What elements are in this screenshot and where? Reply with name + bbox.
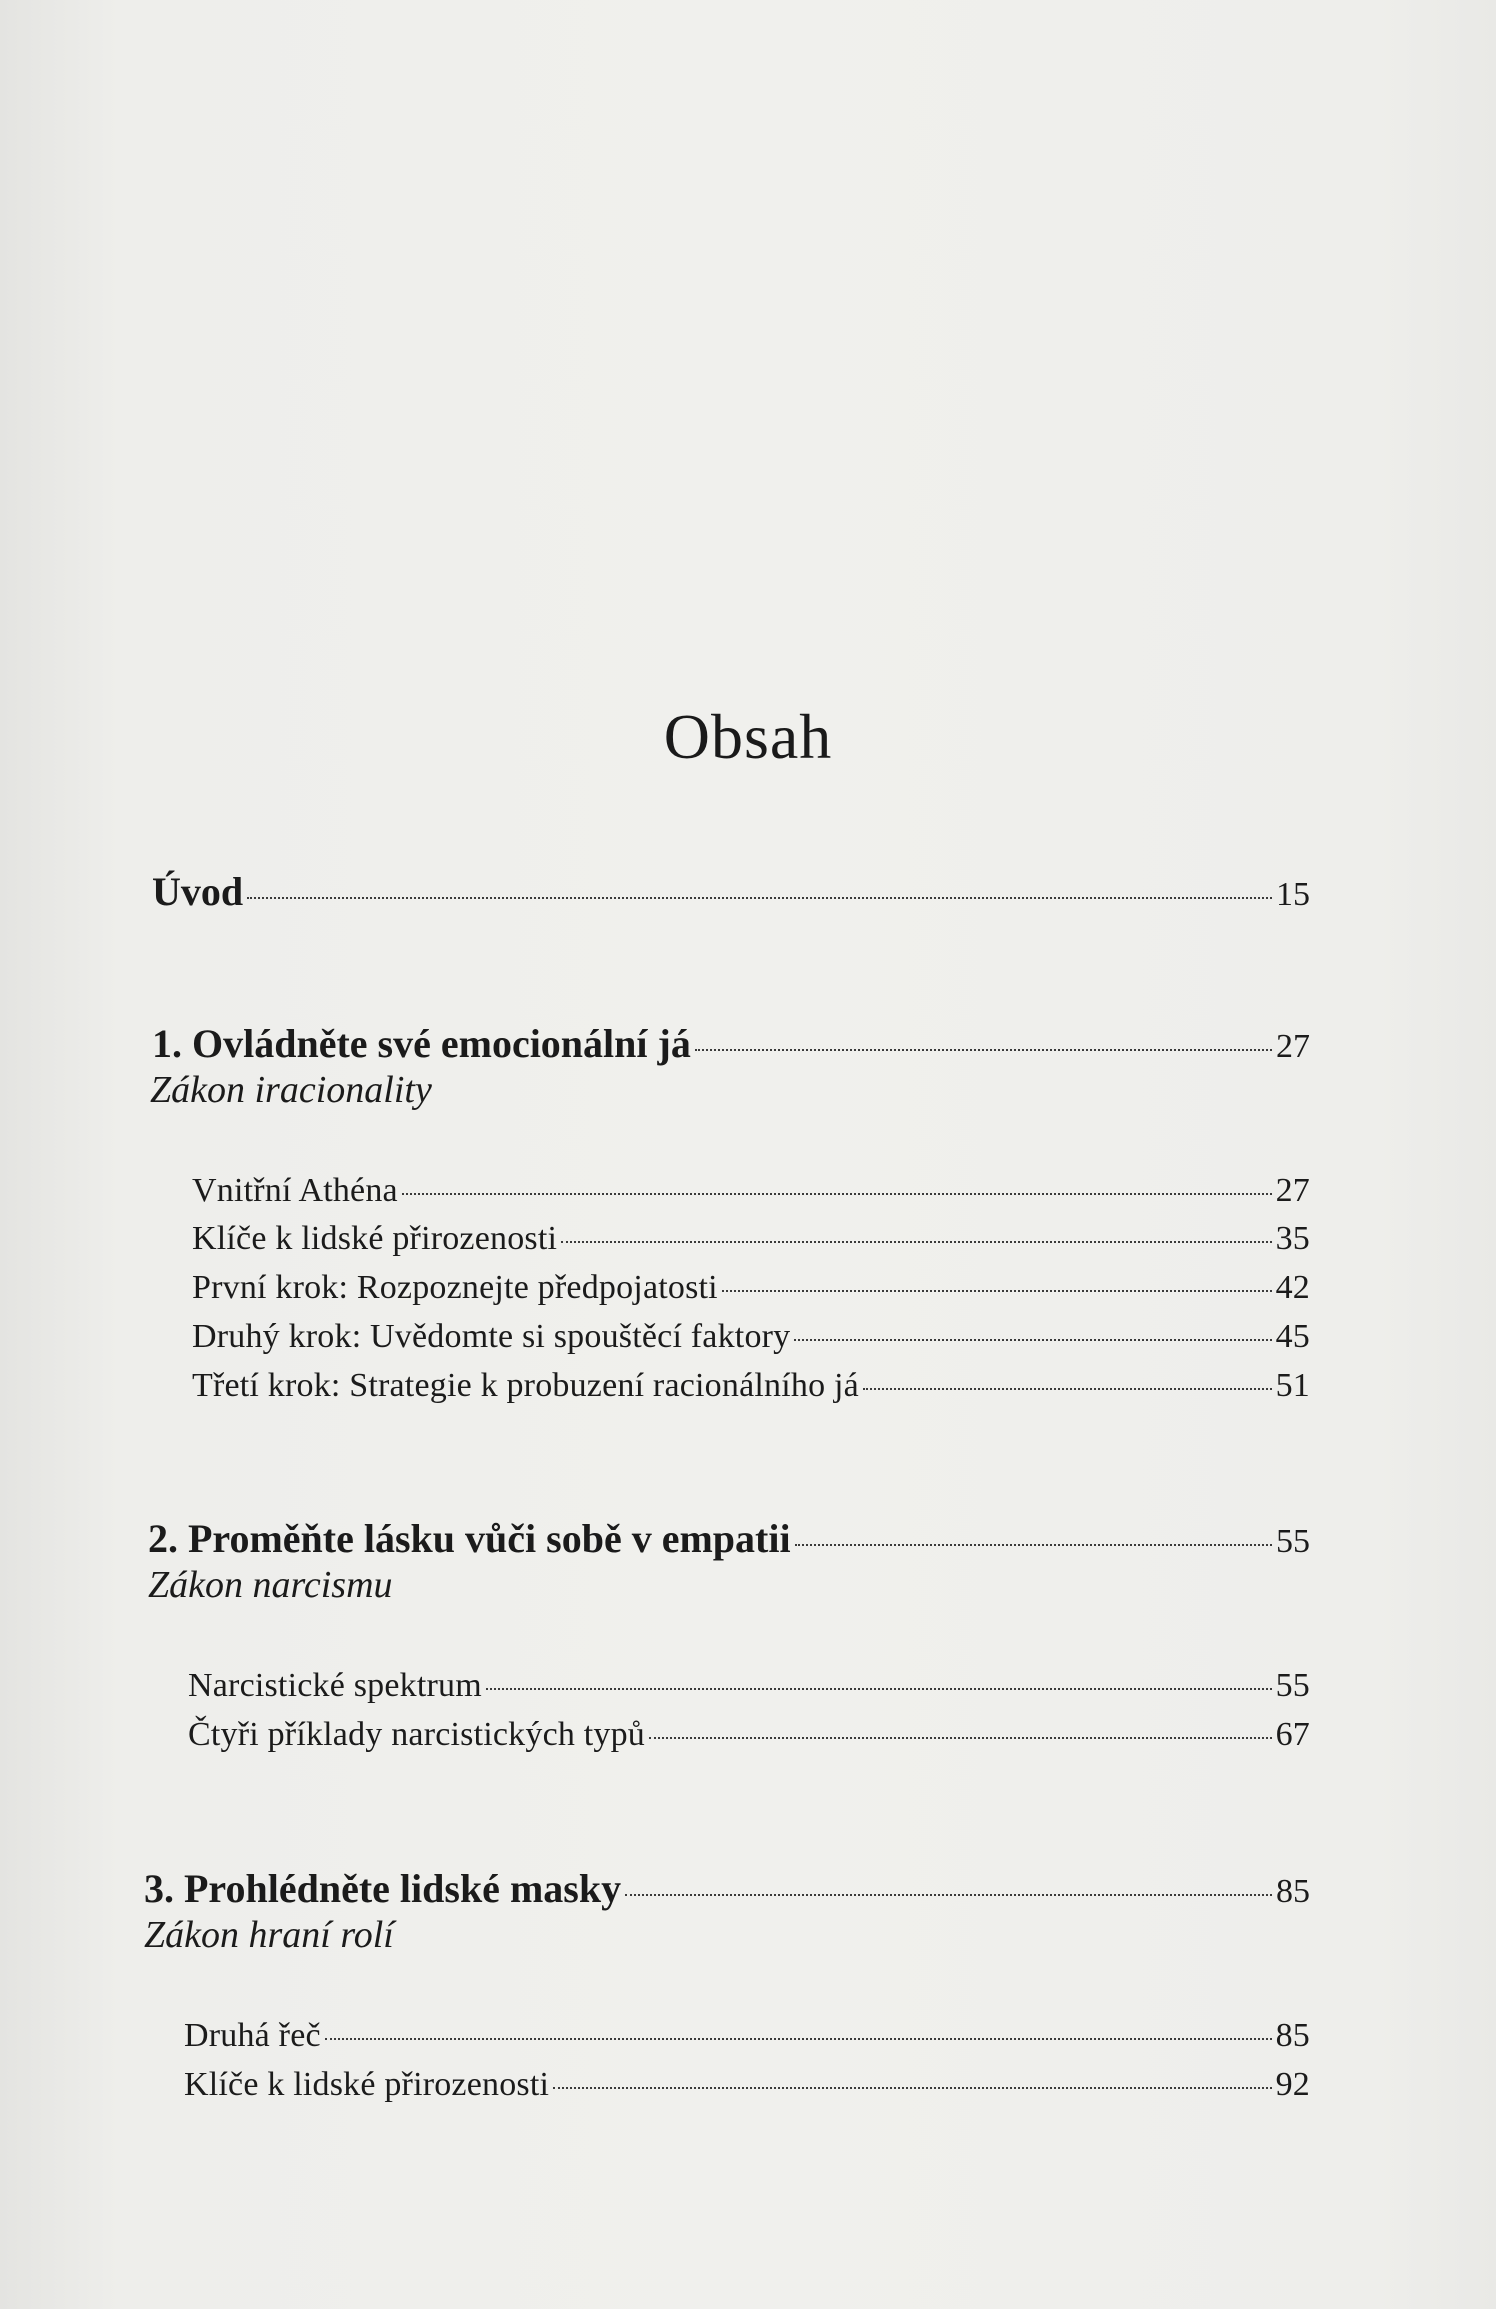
leader-dots — [863, 1388, 1272, 1390]
leader-dots — [794, 1339, 1271, 1341]
leader-dots — [795, 1544, 1272, 1546]
toc-section — [188, 1667, 1310, 1705]
section-title: Druhá řeč — [184, 2017, 321, 2054]
toc-section — [192, 1318, 1310, 1356]
section-title: Klíče k lidské přirozenosti — [192, 1220, 558, 1257]
leader-dots — [722, 1290, 1272, 1292]
leader-dots — [247, 897, 1272, 899]
toc-page-number: 42 — [1275, 1269, 1310, 1306]
toc-page-number: 67 — [1275, 1716, 1310, 1753]
toc-section — [192, 1269, 1310, 1307]
toc-page-number: 35 — [1275, 1220, 1310, 1257]
chapter-law: Zákon narcismu — [148, 1564, 393, 1606]
section-title: První krok: Rozpoznejte předpojatosti — [192, 1269, 718, 1306]
section-title: Čtyři příklady narcistických typů — [188, 1716, 646, 1753]
toc-page-number: 85 — [1276, 1873, 1310, 1910]
toc-page-number: 15 — [1276, 876, 1310, 913]
toc-section — [184, 2066, 1310, 2104]
toc-page-number: 27 — [1275, 1172, 1310, 1209]
toc-page-number: 27 — [1276, 1028, 1310, 1065]
toc-page-number: 51 — [1275, 1367, 1310, 1404]
leader-dots — [325, 2038, 1272, 2040]
toc-section — [184, 2017, 1310, 2055]
toc-chapter-3 — [144, 1865, 1310, 1912]
toc-entry-intro — [152, 868, 1310, 915]
leader-dots — [625, 1894, 1272, 1896]
leader-dots — [553, 2087, 1271, 2089]
leader-dots — [402, 1193, 1272, 1195]
chapter-title: 1. Ovládněte své emocionální já — [152, 1021, 691, 1066]
toc-section — [188, 1716, 1310, 1754]
toc-chapter-2 — [148, 1515, 1310, 1562]
toc-section — [192, 1367, 1310, 1405]
toc-page-number: 45 — [1275, 1318, 1310, 1355]
toc-entry-title: Úvod — [152, 869, 244, 914]
chapter-title: 2. Proměňte lásku vůči sobě v empatii — [148, 1516, 791, 1561]
toc-page-number: 92 — [1275, 2066, 1310, 2103]
section-title: Narcistické spektrum — [188, 1667, 482, 1704]
chapter-law: Zákon iracionality — [150, 1069, 432, 1111]
toc-page-number: 85 — [1275, 2017, 1310, 2054]
section-title: Druhý krok: Uvědomte si spouštěcí faktory — [192, 1318, 791, 1355]
toc-page-number: 55 — [1275, 1667, 1310, 1704]
toc-page-number: 55 — [1276, 1523, 1310, 1560]
toc-chapter-1 — [152, 1020, 1310, 1067]
leader-dots — [561, 1241, 1271, 1243]
section-title: Vnitřní Athéna — [192, 1172, 398, 1209]
chapter-law: Zákon hraní rolí — [144, 1914, 394, 1956]
leader-dots — [486, 1688, 1272, 1690]
toc-section — [192, 1172, 1310, 1210]
leader-dots — [695, 1049, 1272, 1051]
toc-section — [192, 1220, 1310, 1258]
chapter-title: 3. Prohlédněte lidské masky — [144, 1866, 622, 1911]
section-title: Třetí krok: Strategie k probuzení racionálního já — [192, 1367, 859, 1404]
section-title: Klíče k lidské přirozenosti — [184, 2066, 550, 2103]
page-title: Obsah — [663, 701, 833, 772]
leader-dots — [649, 1737, 1272, 1739]
